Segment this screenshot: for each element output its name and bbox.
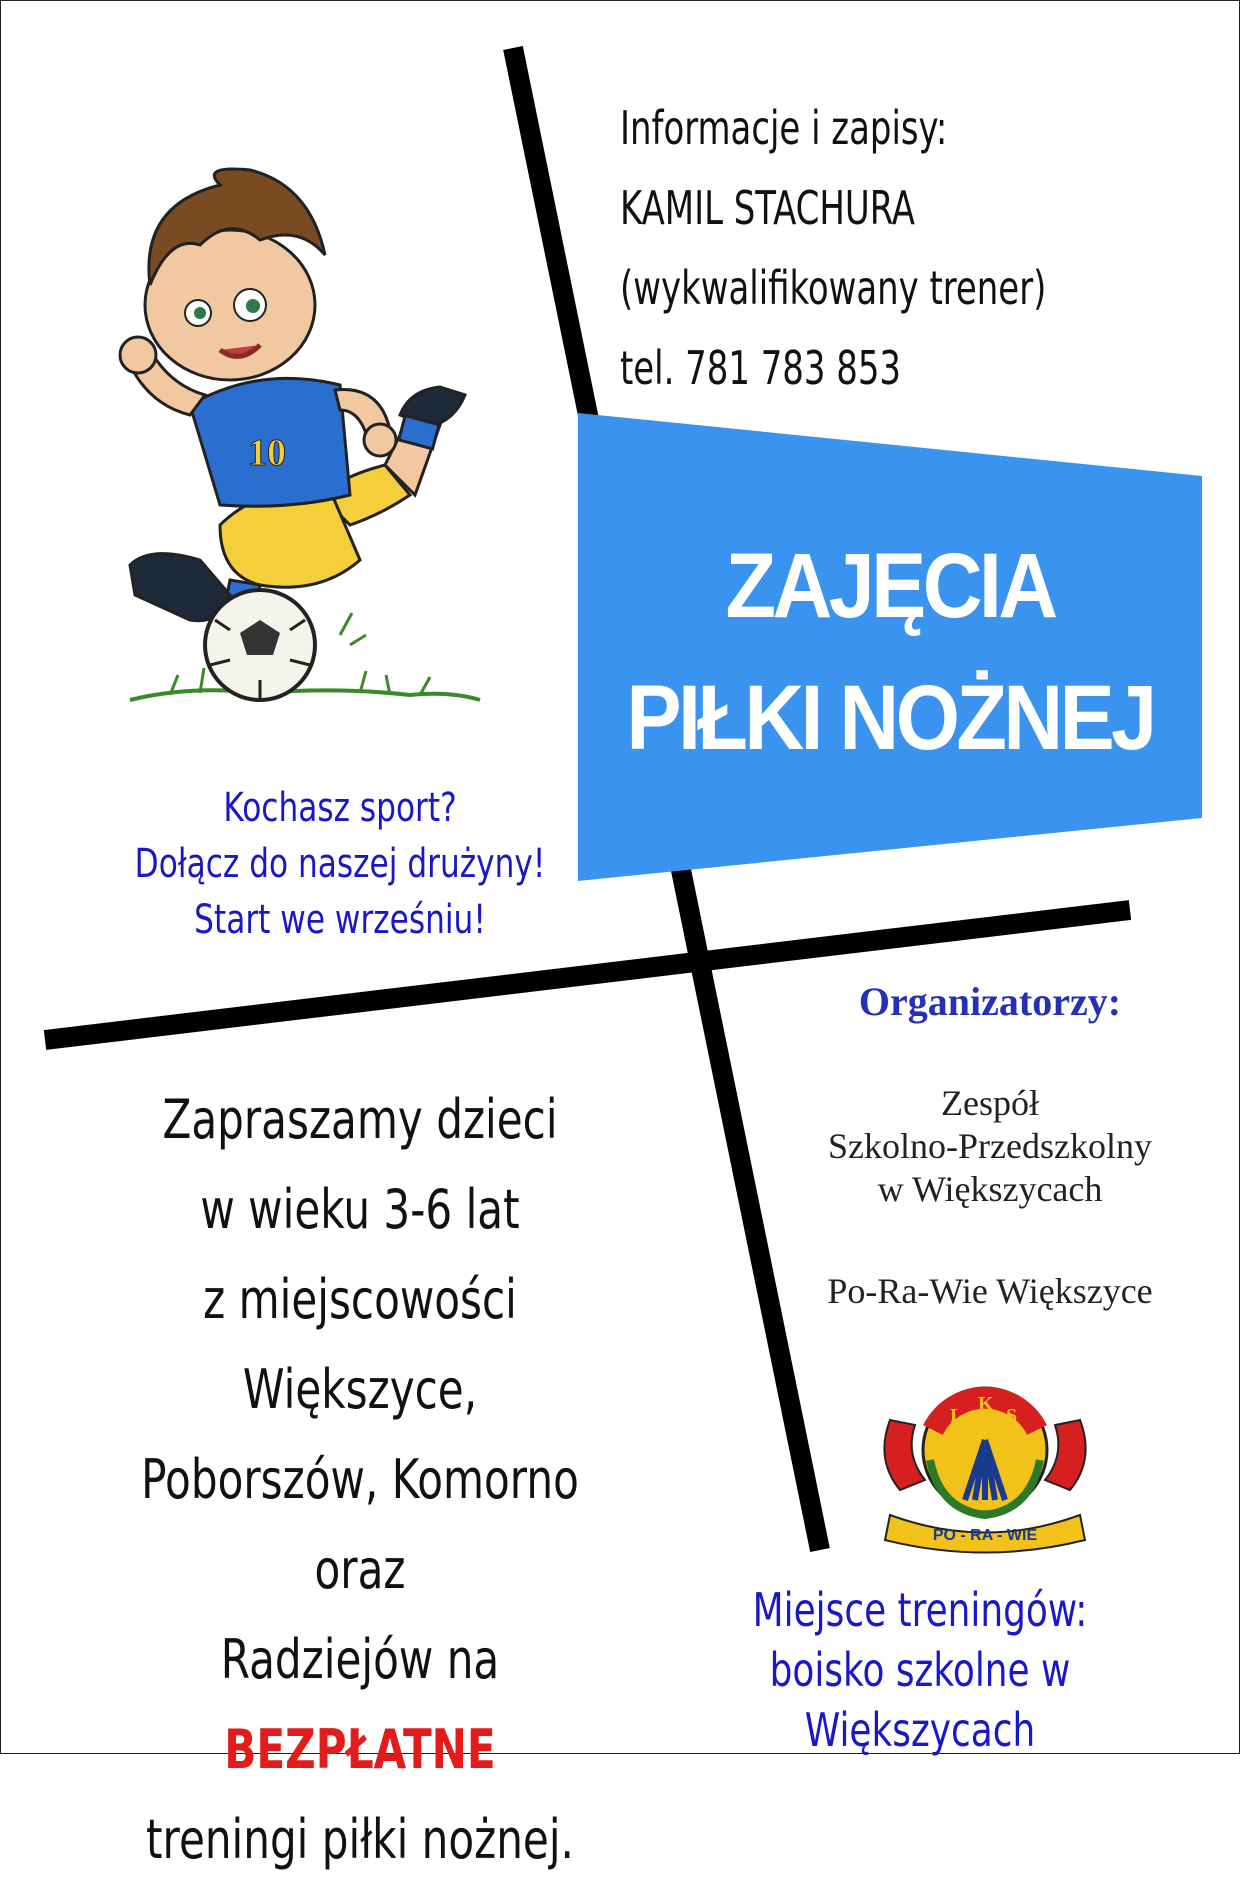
invite-line-3: z miejscowości Większyce, [203, 1268, 517, 1421]
jersey-number: 10 [248, 432, 286, 474]
invite-line-2: w wieku 3-6 lat [200, 1178, 520, 1241]
slogan [122, 780, 559, 948]
banner-line-2: PIŁKI NOŻNEJ [626, 667, 1154, 769]
invite-line-5 [110, 1615, 609, 1795]
invite-line-6: treningi piłki nożnej. [146, 1808, 574, 1871]
slogan-line-2: Dołącz do naszej drużyny! [134, 841, 546, 887]
organizers-title: Organizatorzy: [858, 979, 1122, 1024]
invite-line-1: Zapraszamy dzieci [162, 1088, 558, 1151]
organizer-school-line-3: w Większycach [877, 1169, 1103, 1209]
contact-info [620, 88, 1046, 408]
place-line-2: boisko szkolne w Większycach [769, 1643, 1071, 1757]
invite-line-4: Poborszów, Komorno oraz [141, 1448, 579, 1601]
organizer-club: Po-Ra-Wie Większyce [827, 1271, 1153, 1311]
invitation-text [110, 1075, 609, 1885]
logo-letter-s: S [1006, 1405, 1018, 1427]
club-logo [870, 1360, 1100, 1560]
organizer-school [780, 1082, 1200, 1211]
info-heading: Informacje i zapisy: [620, 101, 948, 155]
free-highlight: BEZPŁATNE [224, 1718, 496, 1781]
organizer-school-line-2: Szkolno-Przedszkolny [828, 1126, 1152, 1166]
logo-letter-l: L [950, 1405, 964, 1427]
phone-number: tel. 781 783 853 [620, 341, 901, 395]
slogan-line-3: Start we wrześniu! [194, 897, 486, 943]
banner-title [609, 520, 1171, 784]
logo-ribbon-text: PO - RA - WIE [932, 1527, 1038, 1544]
banner-line-1: ZAJĘCIA [725, 535, 1055, 637]
logo-letter-k: K [978, 1393, 994, 1415]
soccer-boy-illustration [110, 165, 490, 715]
organizer-school-line-1: Zespół [941, 1083, 1039, 1123]
training-place [670, 1580, 1169, 1760]
trainer-name: KAMIL STACHURA [620, 181, 915, 235]
trainer-qualification: (wykwalifikowany trener) [620, 261, 1047, 315]
invite-line-5-prefix: Radziejów na [220, 1628, 500, 1691]
place-line-1: Miejsce treningów: [752, 1583, 1088, 1637]
slogan-line-1: Kochasz sport? [223, 785, 457, 831]
